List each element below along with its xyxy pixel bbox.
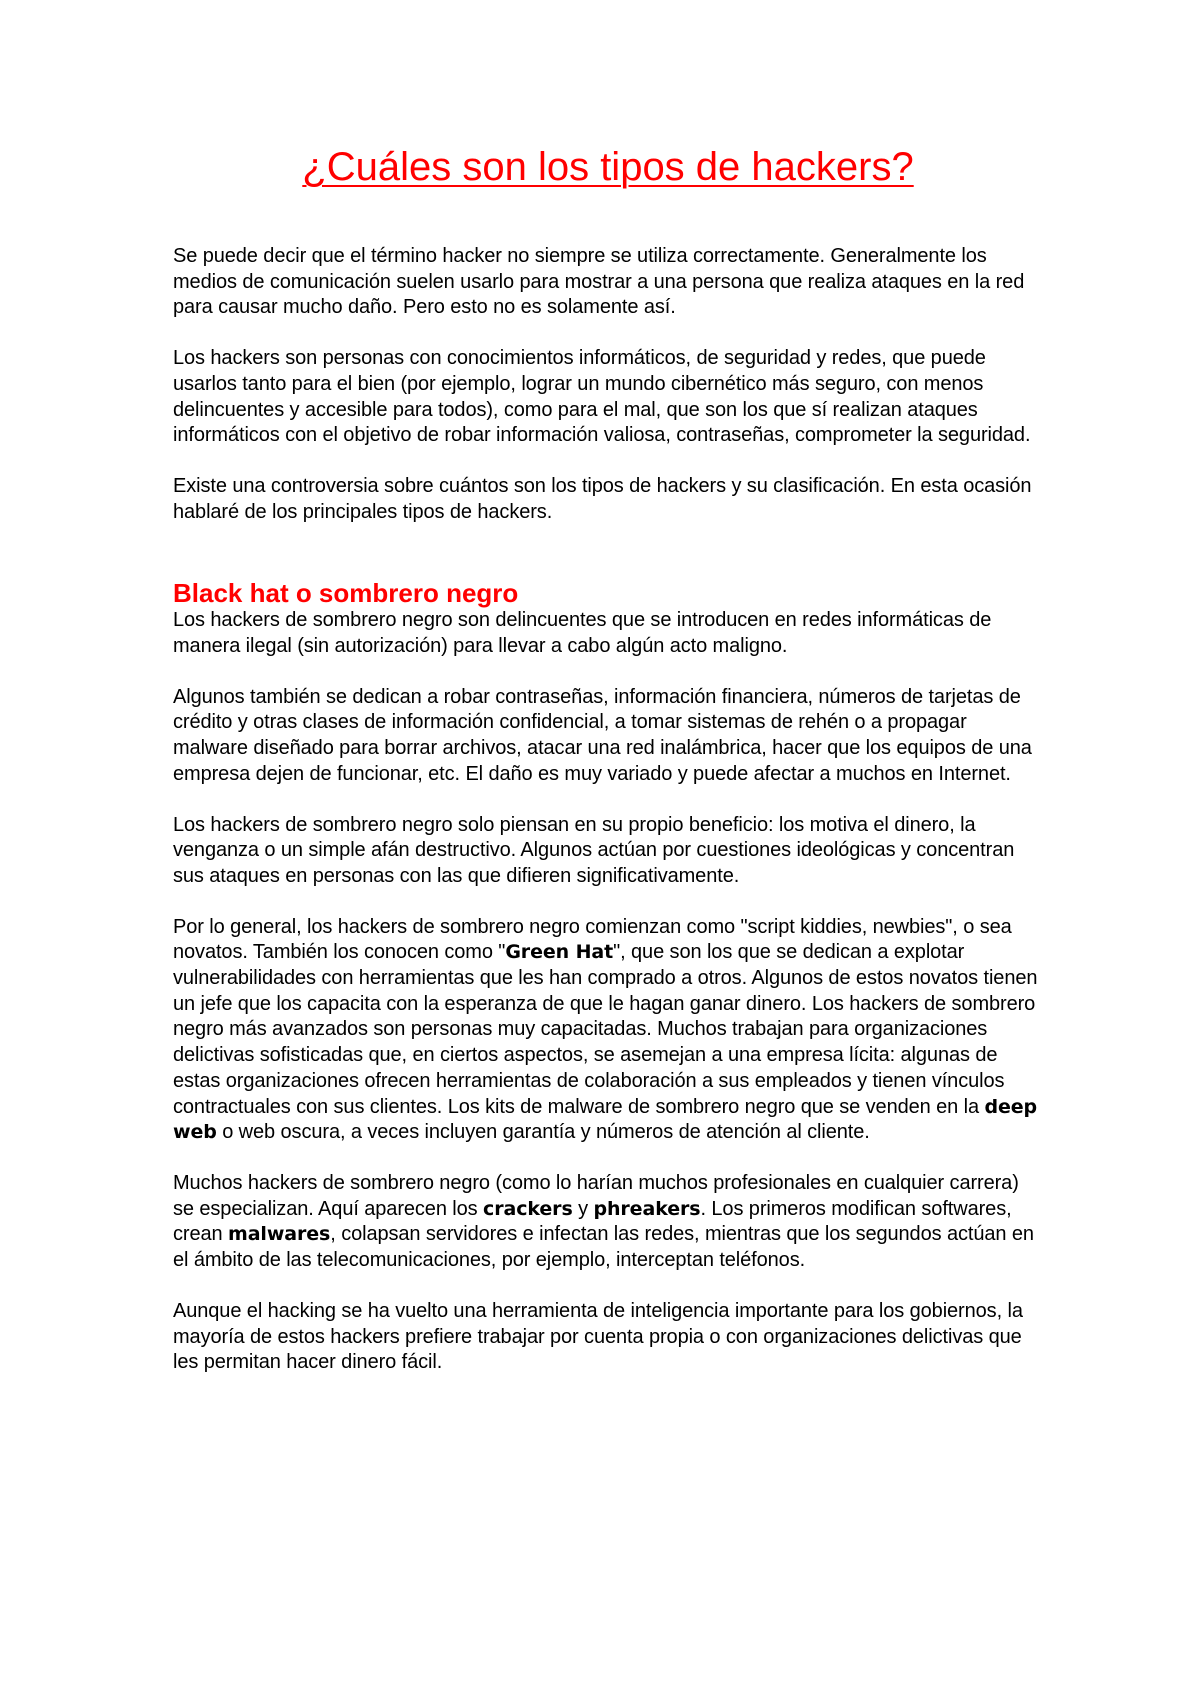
paragraph-text: o web oscura, a veces incluyen garantía y números de atención al cliente. xyxy=(216,1121,870,1144)
black-hat-paragraph-5 xyxy=(173,1171,1043,1274)
term-phreakers: phreakers xyxy=(593,1197,701,1220)
intro-paragraph-3: Existe una controversia sobre cuántos son los tipos de hackers y su clasificación. En esta ocasión hablaré de los principales tipos de hackers. xyxy=(173,474,1032,523)
paragraph-text: ", que son los que se dedican a explotar vulnerabilidades con herramientas que les han comprado a otros. Algunos de estos novatos tienen un jefe que los capacita con la esperanza de que le hagan ganar dinero. Los hackers de sombrero negro más avanzados son personas muy capacitadas. Muchos trabajan para organizaciones delictivas sofisticadas que, en ciertos aspectos, se asemejan a una empresa lícita: algunas de estas organizaciones ofrecen herramientas de colaboración a sus empleados y tienen vínculos contractuales con sus clientes. Los kits de malware de sombrero negro que se venden en la xyxy=(173,941,1038,1118)
paragraph-text: y xyxy=(572,1197,594,1220)
term-deep-web: deep web xyxy=(173,1095,1038,1144)
term-malwares: malwares xyxy=(228,1223,331,1246)
paragraph-text: Muchos hackers de sombrero negro (como lo harían muchos profesionales en cualquier carrera) se especializan. Aquí aparecen los xyxy=(173,1171,1019,1220)
black-hat-paragraph-1: Los hackers de sombrero negro son delincuentes que se introducen en redes informáticas de manera ilegal (sin autorización) para llevar a cabo algún acto maligno. xyxy=(173,609,992,658)
term-green-hat: Green Hat xyxy=(505,941,614,964)
paragraph-text: , colapsan servidores e infectan las redes, mientras que los segundos actúan en el ámbito de las telecomunicaciones, por ejemplo, interceptan teléfonos. xyxy=(173,1223,1034,1272)
intro-paragraph-1: Se puede decir que el término hacker no siempre se utiliza correctamente. Generalmente los medios de comunicación suelen usarlo para mostrar a una persona que realiza ataques en la red para causar mucho daño. Pero esto no es solamente así. xyxy=(173,245,1025,319)
document-body xyxy=(173,140,1043,1401)
black-hat-paragraph-6: Aunque el hacking se ha vuelto una herramienta de inteligencia importante para los gobiernos, la mayoría de estos hackers prefiere trabajar por cuenta propia o con organizaciones delictivas que les permitan hacer dinero fácil. xyxy=(173,1299,1023,1374)
paragraph-text: . Los primeros modifican softwares, crean xyxy=(173,1197,1012,1246)
paragraph-text: Por lo general, los hackers de sombrero negro comienzan como "script kiddies, newbies", o sea novatos. También los conocen como " xyxy=(173,915,1012,964)
intro-paragraph-2: Los hackers son personas con conocimientos informáticos, de seguridad y redes, que puede usarlos tanto para el bien (por ejemplo, lograr un mundo cibernético más seguro, con menos delincuentes y accesible para todos), como para el mal, que son los que sí realizan ataques informáticos con el objetivo de robar información valiosa, contraseñas, comprometer la seguridad. xyxy=(173,347,1031,447)
document-title: ¿Cuáles son los tipos de hackers? xyxy=(302,145,914,189)
black-hat-paragraph-2: Algunos también se dedican a robar contraseñas, información financiera, números de tarjetas de crédito y otras clases de información confidencial, a tomar sistemas de rehén o a propagar malware diseñado para borrar archivos, atacar una red inalámbrica, hacer que los equipos de una empresa dejen de funcionar, etc. El daño es muy variado y puede afectar a muchos en Internet. xyxy=(173,685,1032,785)
term-crackers: crackers xyxy=(483,1197,573,1220)
black-hat-paragraph-4 xyxy=(173,915,1043,1146)
black-hat-paragraph-3: Los hackers de sombrero negro solo piensan en su propio beneficio: los motiva el dinero, la venganza o un simple afán destructivo. Algunos actúan por cuestiones ideológicas y concentran sus ataques en personas con las que difieren significativamente. xyxy=(173,813,1015,887)
section-heading-black-hat: Black hat o sombrero negro xyxy=(173,578,519,609)
